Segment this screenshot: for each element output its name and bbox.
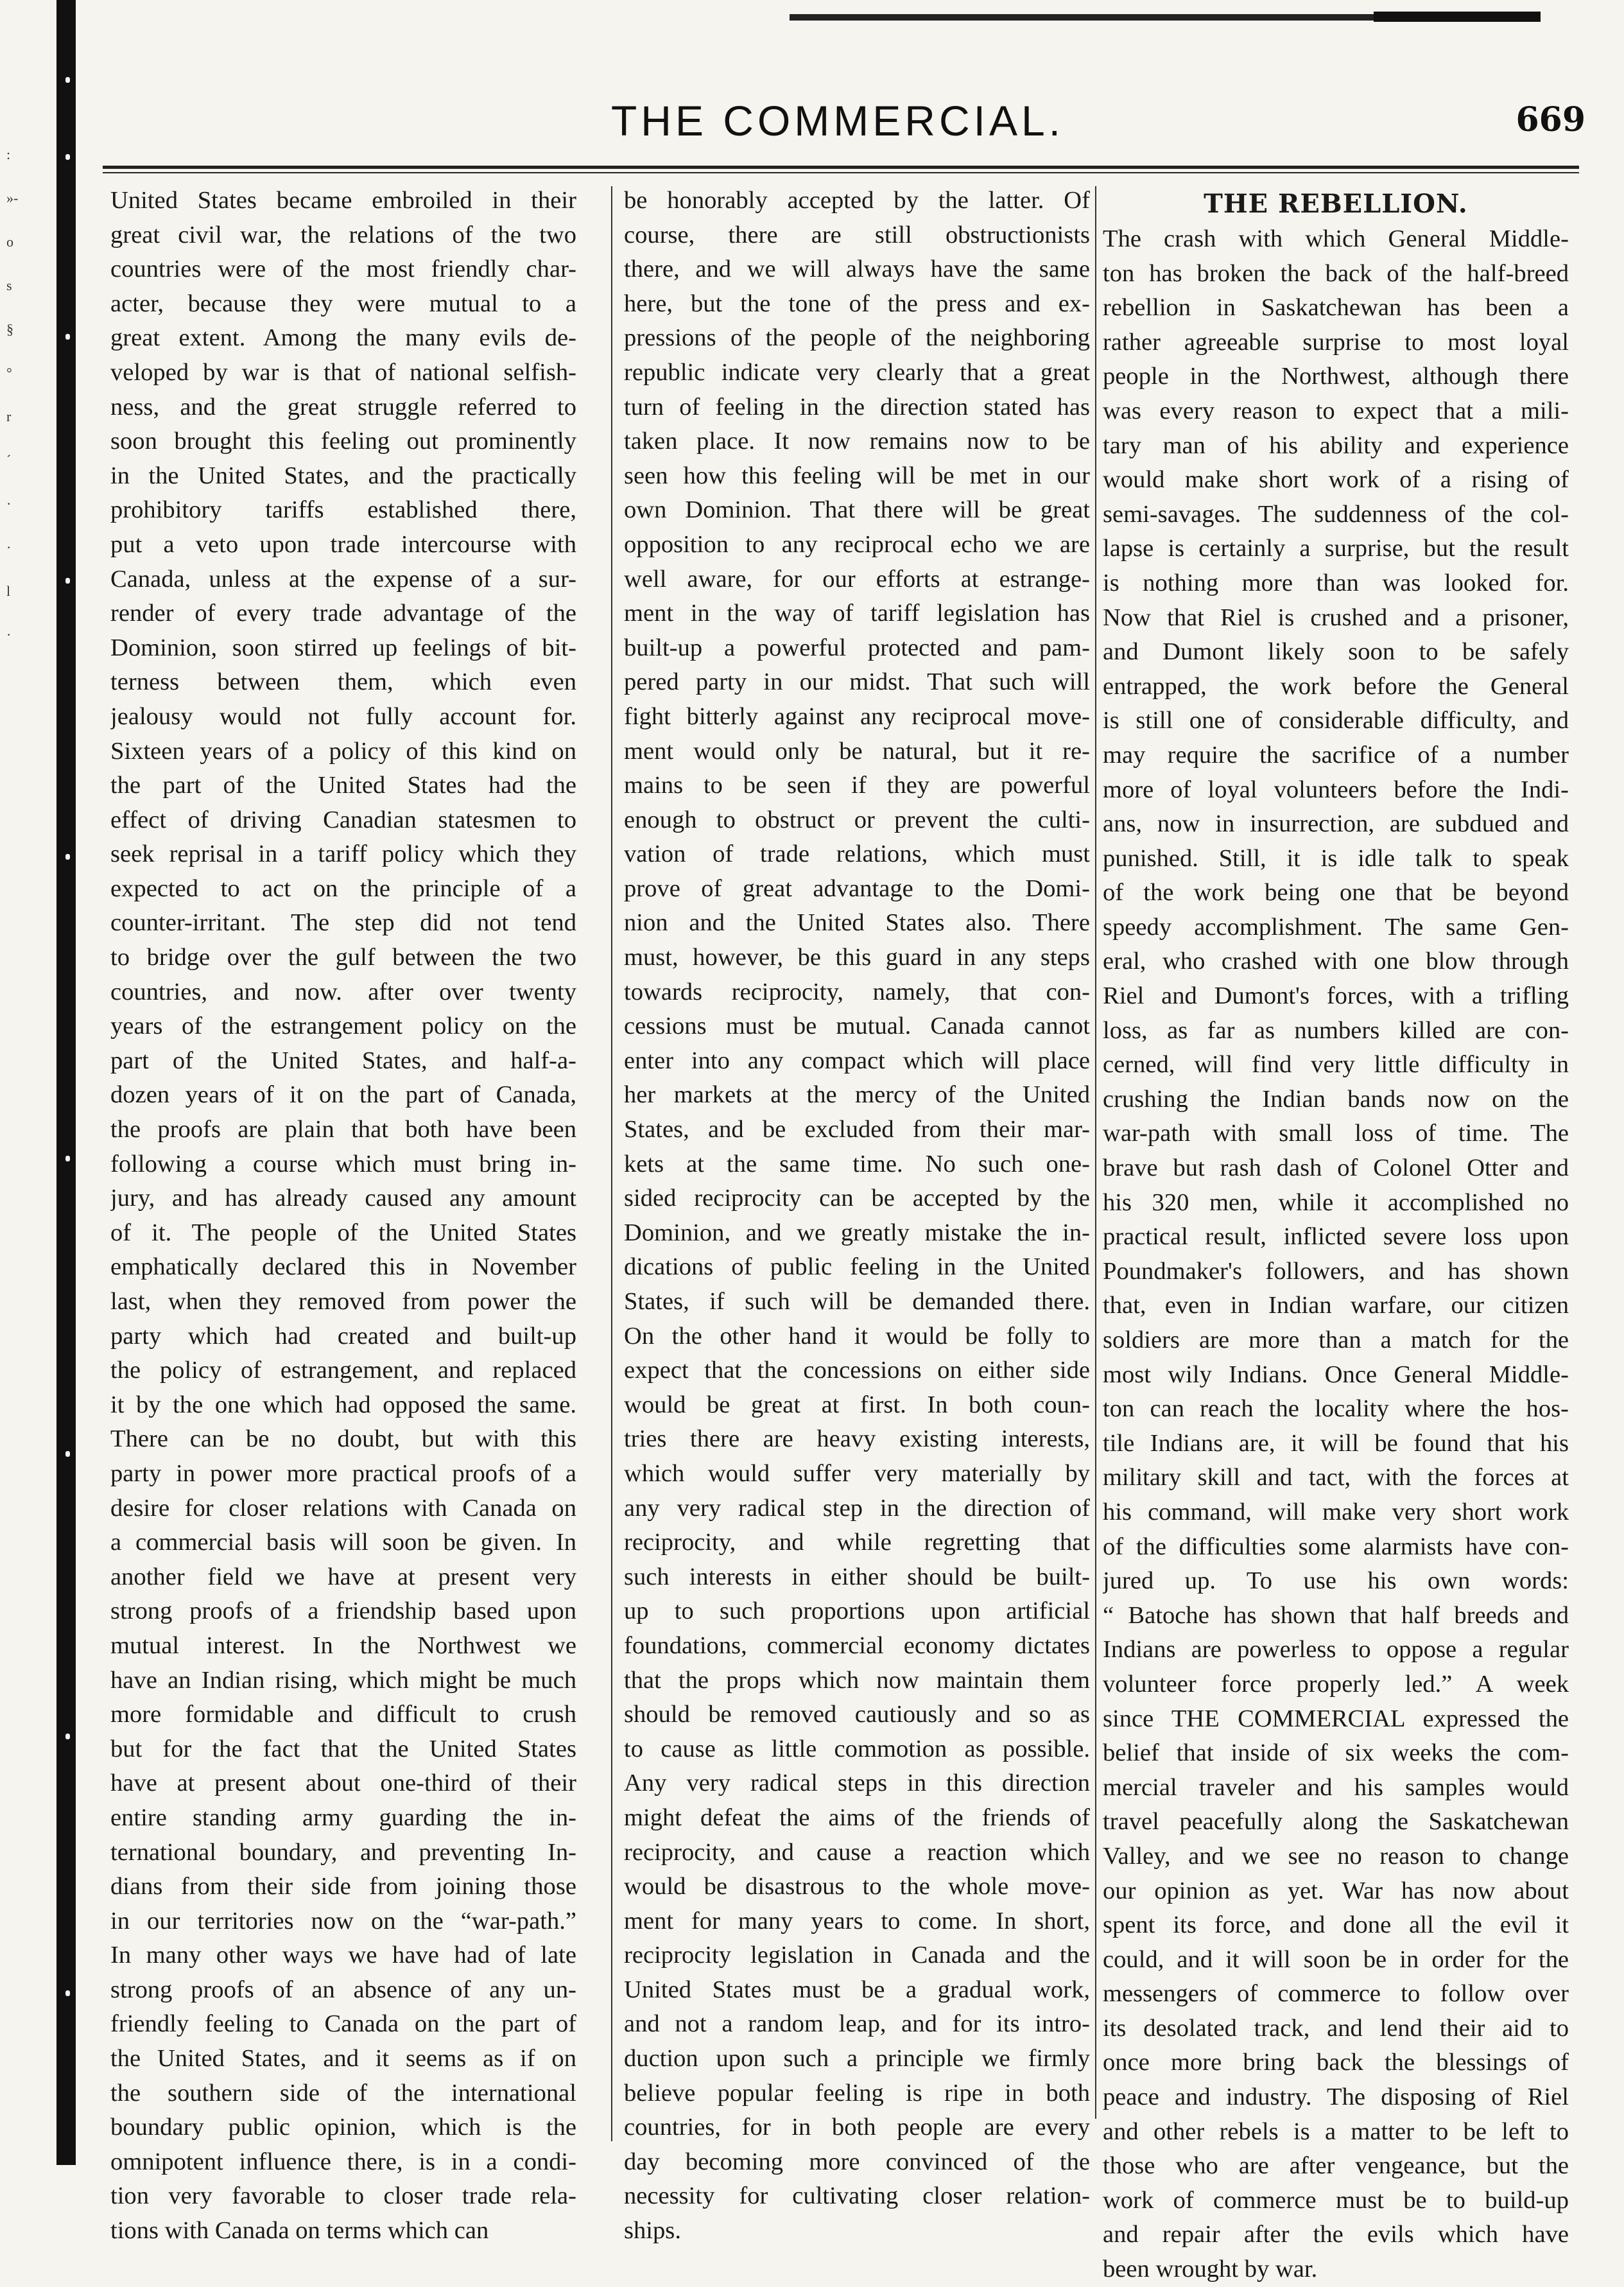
text-line: travel peacefully along the Saskatchewan [1103, 1808, 1569, 1836]
page-number: 669 [1516, 100, 1585, 139]
text-line: dications of public feeling in the United [624, 1253, 1090, 1281]
text-line: counter-irritant. The step did not tend [110, 909, 576, 937]
column-divider-1 [611, 186, 612, 2141]
text-line: cerned, will find very little difficulty in [1103, 1051, 1569, 1079]
text-line: her markets at the mercy of the United [624, 1081, 1090, 1109]
text-line: eral, who crashed with one blow through [1103, 948, 1569, 975]
text-line: seen how this feeling will be met in our [624, 462, 1090, 489]
scan-speck [65, 1990, 70, 1996]
text-line: seek reprisal in a tariff policy which they [110, 840, 576, 868]
text-line: entrapped, the work before the General [1103, 672, 1569, 700]
text-line: Now that Riel is crushed and a prisoner, [1103, 604, 1569, 631]
text-line: foundations, commercial economy dictates [624, 1631, 1090, 1659]
text-line: of the difficulties some alarmists have con- [1103, 1533, 1569, 1560]
text-line: taken place. It now remains now to be [624, 428, 1090, 455]
text-line: friendly feeling to Canada on the part of [110, 2010, 576, 2038]
text-line: United States must be a gradual work, [624, 1976, 1090, 2003]
margin-mark: ´ [6, 452, 12, 468]
top-print-edge-heavy [1374, 12, 1541, 22]
text-line: of the work being one that be beyond [1103, 879, 1569, 907]
text-line: republic indicate very clearly that a great [624, 358, 1090, 386]
text-line: any very radical step in the direction of [624, 1494, 1090, 1522]
text-line: Dominion, soon stirred up feelings of bit- [110, 634, 576, 661]
text-line: been wrought by war. [1103, 2256, 1318, 2283]
text-line: must, however, be this guard in any steps [624, 944, 1090, 971]
text-line: practical result, inflicted severe loss upon [1103, 1223, 1569, 1251]
text-line: believe popular feeling is ripe in both [624, 2079, 1090, 2107]
text-line: prove of great advantage to the Domi- [624, 874, 1090, 902]
text-line: emphatically declared this in November [110, 1253, 576, 1281]
text-line: tries there are heavy existing interests, [624, 1425, 1090, 1453]
text-line: ment would only be natural, but it re- [624, 737, 1090, 765]
text-line: since THE COMMERCIAL expressed the [1103, 1705, 1569, 1732]
text-line: people in the Northwest, although there [1103, 363, 1569, 390]
text-line: opposition to any reciprocal echo we are [624, 530, 1090, 558]
masthead-title: THE COMMERCIAL. [610, 97, 1065, 144]
text-line: the part of the United States had the [110, 772, 576, 799]
text-line: sided reciprocity can be accepted by the [624, 1185, 1090, 1212]
text-line: ternational boundary, and preventing In- [110, 1838, 576, 1866]
text-line: that the props which now maintain them [624, 1666, 1090, 1694]
text-line: course, there are still obstructionists [624, 221, 1090, 248]
text-line: once more bring back the blessings of [1103, 2049, 1569, 2076]
margin-mark: · [6, 496, 12, 512]
text-line: of it. The people of the United States [110, 1219, 576, 1246]
text-line: was every reason to expect that a mili- [1103, 397, 1569, 424]
text-line: great civil war, the relations of the two [110, 221, 576, 248]
text-line: United States became embroiled in their [110, 187, 576, 214]
text-line: jury, and has already caused any amount [110, 1185, 576, 1212]
text-line: last, when they removed from power the [110, 1288, 576, 1315]
text-line: be honorably accepted by the latter. Of [624, 187, 1090, 214]
text-line: pressions of the people of the neighboring [624, 324, 1090, 352]
text-line: built-up a powerful protected and pam- [624, 634, 1090, 661]
text-line: those who are after vengeance, but the [1103, 2152, 1569, 2180]
text-line: strong proofs of an absence of any un- [110, 1976, 576, 2003]
text-line: Any very radical steps in this direction [624, 1770, 1090, 1797]
text-line: omnipotent influence there, is in a condi- [110, 2148, 576, 2175]
text-line: Indians are powerless to oppose a regular [1103, 1636, 1569, 1664]
text-line: and repair after the evils which have [1103, 2221, 1569, 2248]
text-line: soldiers are more than a match for the [1103, 1326, 1569, 1353]
text-line: messengers of commerce to follow over [1103, 1980, 1569, 2008]
text-line: military skill and tact, with the forces at [1103, 1464, 1569, 1491]
text-line: the policy of estrangement, and replaced [110, 1357, 576, 1384]
scan-speck [65, 334, 70, 340]
margin-mark: · [6, 627, 12, 643]
text-line: more of loyal volunteers before the Indi- [1103, 776, 1569, 803]
scan-speck [65, 1734, 70, 1739]
text-line: the proofs are plain that both have been [110, 1116, 576, 1144]
text-line: effect of driving Canadian statesmen to [110, 806, 576, 833]
text-line: countries, for in both people are every [624, 2114, 1090, 2141]
text-line: would be disastrous to the whole move- [624, 1873, 1090, 1900]
text-line: another field we have at present very [110, 1563, 576, 1590]
text-line: expect that the concessions on either side [624, 1357, 1090, 1384]
text-line: have an Indian rising, which might be much [110, 1666, 576, 1694]
text-line: well aware, for our efforts at estrange- [624, 565, 1090, 593]
text-line: ships. [624, 2217, 681, 2245]
header-rule-thick [103, 166, 1579, 169]
text-line: pered party in our midst. That such will [624, 668, 1090, 696]
margin-mark: · [6, 539, 12, 555]
text-line: entire standing army guarding the in- [110, 1804, 576, 1831]
text-line: speedy accomplishment. The same Gen- [1103, 913, 1569, 941]
text-line: ton has broken the back of the half-breed [1103, 259, 1569, 287]
text-line: following a course which must bring in- [110, 1150, 576, 1178]
text-line: fight bitterly against any reciprocal move- [624, 702, 1090, 730]
text-line: is still one of considerable difficulty, and [1103, 707, 1569, 735]
text-line: turn of feeling in the direction stated has [624, 393, 1090, 421]
text-line: terness between them, which even [110, 668, 576, 696]
text-line: spent its force, and done all the evil it [1103, 1911, 1569, 1939]
text-line: mains to be seen if they are powerful [624, 772, 1090, 799]
text-line: belief that inside of six weeks the com- [1103, 1739, 1569, 1767]
text-line: lapse is certainly a surprise, but the result [1103, 535, 1569, 562]
text-line: strong proofs of a friendship based upon [110, 1597, 576, 1625]
text-line: and Dumont likely soon to be safely [1103, 638, 1569, 666]
scan-speck [65, 1451, 70, 1457]
text-line: dozen years of it on the part of Canada, [110, 1081, 576, 1109]
text-line: render of every trade advantage of the [110, 600, 576, 627]
scan-speck [65, 154, 70, 160]
text-line: tion very favorable to closer trade rela- [110, 2182, 576, 2210]
masthead [90, 96, 1585, 167]
text-line: prohibitory tariffs established there, [110, 496, 576, 524]
text-line: its desolated track, and lend their aid to [1103, 2014, 1569, 2042]
text-line: jured up. To use his own words: [1103, 1567, 1569, 1595]
text-line: crushing the Indian bands now on the [1103, 1085, 1569, 1113]
text-line: a commercial basis will soon be given. In [110, 1529, 576, 1556]
scan-speck [65, 578, 70, 584]
text-line: tions with Canada on terms which can [110, 2217, 489, 2245]
margin-mark: : [6, 146, 11, 162]
text-line: put a veto upon trade intercourse with [110, 530, 576, 558]
margin-mark: ° [6, 365, 12, 381]
text-line: and other rebels is a matter to be left to [1103, 2117, 1569, 2145]
text-line: dians from their side from joining those [110, 1873, 576, 1900]
text-line: and not a random leap, and for its intro- [624, 2010, 1090, 2038]
text-line: ness, and the great struggle referred to [110, 393, 576, 421]
text-line: necessity for cultivating closer relation- [624, 2182, 1090, 2210]
text-line: day becoming more convinced of the [624, 2148, 1090, 2175]
scan-speck [65, 1156, 70, 1161]
text-line: acter, because they were mutual to a [110, 290, 576, 317]
margin-mark: § [6, 321, 13, 337]
text-line: ment for many years to come. In short, [624, 1907, 1090, 1935]
text-line: his command, will make very short work [1103, 1498, 1569, 1526]
text-line: should be removed cautiously and so as [624, 1701, 1090, 1728]
header-rule-thin [103, 172, 1579, 173]
article-column-3 [1103, 186, 1569, 2287]
section-heading-rebellion: THE REBELLION. [1204, 189, 1468, 219]
text-line: peace and industry. The disposing of Riel [1103, 2083, 1569, 2111]
text-line: Poundmaker's followers, and has shown [1103, 1257, 1569, 1285]
text-line: In many other ways we have had of late [110, 1942, 576, 1969]
article-column-1 [110, 184, 576, 2248]
text-line: tile Indians are, it will be found that his [1103, 1429, 1569, 1457]
text-line: Sixteen years of a policy of this kind on [110, 737, 576, 765]
text-line: would make short work of a rising of [1103, 466, 1569, 494]
text-line: great extent. Among the many evils de- [110, 324, 576, 352]
column-divider-2 [1095, 186, 1096, 2119]
text-line: countries, and now. after over twenty [110, 978, 576, 1005]
text-line: “ Batoche has shown that half breeds and [1103, 1601, 1569, 1629]
text-line: ans, now in insurrection, are subdued and [1103, 810, 1569, 838]
text-line: There can be no doubt, but with this [110, 1425, 576, 1453]
text-line: veloped by war is that of national selfish- [110, 358, 576, 386]
text-line: boundary public opinion, which is the [110, 2114, 576, 2141]
text-line: is nothing more than was looked for. [1103, 569, 1569, 596]
text-line: work of commerce must be to build-up [1103, 2186, 1569, 2214]
text-line: may require the sacrifice of a number [1103, 741, 1569, 769]
text-line: nion and the United States also. There [624, 909, 1090, 937]
text-line: Valley, and we see no reason to change [1103, 1842, 1569, 1870]
text-line: such interests in either should be built- [624, 1563, 1090, 1590]
margin-mark: r [6, 408, 12, 424]
text-line: years of the estrangement policy on the [110, 1013, 576, 1040]
text-line: could, and it will soon be in order for the [1103, 1945, 1569, 1973]
text-line: enough to obstruct or prevent the culti- [624, 806, 1090, 833]
text-line: part of the United States, and half-a- [110, 1047, 576, 1074]
text-line: rebellion in Saskatchewan has been a [1103, 294, 1569, 322]
text-line: have at present about one-third of their [110, 1770, 576, 1797]
text-line: soon brought this feeling out prominently [110, 428, 576, 455]
text-line: ton can reach the locality where the hos- [1103, 1395, 1569, 1423]
text-line: party which had created and built-up [110, 1322, 576, 1350]
text-line: expected to act on the principle of a [110, 874, 576, 902]
text-line: might defeat the aims of the friends of [624, 1804, 1090, 1831]
text-line: tary man of his ability and experience [1103, 431, 1569, 459]
text-line: Dominion, and we greatly mistake the in- [624, 1219, 1090, 1246]
text-line: kets at the same time. No such one- [624, 1150, 1090, 1178]
text-line: own Dominion. That there will be great [624, 496, 1090, 524]
text-line: The crash with which General Middle- [1103, 225, 1569, 252]
text-line: countries were of the most friendly char- [110, 256, 576, 283]
text-line: his 320 men, while it accomplished no [1103, 1188, 1569, 1216]
text-line: Riel and Dumont's forces, with a trifling [1103, 982, 1569, 1010]
text-line: enter into any compact which will place [624, 1047, 1090, 1074]
text-line: to cause as little commotion as possible. [624, 1735, 1090, 1762]
scan-speck [65, 854, 70, 860]
scan-speck [65, 77, 70, 83]
text-line: war-path with small loss of time. The [1103, 1120, 1569, 1147]
margin-mark: »- [6, 190, 19, 206]
text-line: the southern side of the international [110, 2079, 576, 2107]
text-line: brave but rash dash of Colonel Otter and [1103, 1154, 1569, 1182]
text-line: up to such proportions upon artificial [624, 1597, 1090, 1625]
margin-mark: s [6, 277, 12, 293]
text-line: in the United States, and the practically [110, 462, 576, 489]
text-line: rather agreeable surprise to most loyal [1103, 328, 1569, 356]
text-line: more formidable and difficult to crush [110, 1701, 576, 1728]
text-line: vation of trade relations, which must [624, 840, 1090, 868]
text-line: our opinion as yet. War has now about [1103, 1877, 1569, 1904]
text-line: States, and be excluded from their mar- [624, 1116, 1090, 1144]
text-line: which would suffer very materially by [624, 1459, 1090, 1487]
text-line: but for the fact that the United States [110, 1735, 576, 1762]
text-line: On the other hand it would be folly to [624, 1322, 1090, 1350]
text-line: jealousy would not fully account for. [110, 702, 576, 730]
text-line: reciprocity, and cause a reaction which [624, 1838, 1090, 1866]
text-line: there, and we will always have the same [624, 256, 1090, 283]
margin-mark: o [6, 234, 13, 250]
text-line: semi-savages. The suddenness of the col- [1103, 500, 1569, 528]
binding-gutter [56, 0, 76, 2165]
text-line: would be great at first. In both coun- [624, 1391, 1090, 1418]
text-line: to bridge over the gulf between the two [110, 944, 576, 971]
text-line: volunteer force properly led.” A week [1103, 1670, 1569, 1698]
text-line: towards reciprocity, namely, that con- [624, 978, 1090, 1005]
text-line: most wily Indians. Once General Middle- [1103, 1361, 1569, 1388]
text-line: it by the one which had opposed the same. [110, 1391, 576, 1418]
text-line: punished. Still, it is idle talk to speak [1103, 844, 1569, 872]
text-line: ment in the way of tariff legislation has [624, 600, 1090, 627]
text-line: duction upon such a principle we firmly [624, 2045, 1090, 2073]
text-line: that, even in Indian warfare, our citizen [1103, 1292, 1569, 1319]
text-line: mercial traveler and his samples would [1103, 1773, 1569, 1801]
text-line: desire for closer relations with Canada on [110, 1494, 576, 1522]
text-line: mutual interest. In the Northwest we [110, 1631, 576, 1659]
text-line: loss, as far as numbers killed are con- [1103, 1016, 1569, 1044]
text-line: the United States, and it seems as if on [110, 2045, 576, 2073]
margin-mark: l [6, 583, 11, 599]
text-line: party in power more practical proofs of a [110, 1459, 576, 1487]
text-line: in our territories now on the “war-path.” [110, 1907, 576, 1935]
text-line: cessions must be mutual. Canada cannot [624, 1013, 1090, 1040]
text-line: reciprocity, and while regretting that [624, 1529, 1090, 1556]
article-column-2 [624, 184, 1090, 2248]
text-line: States, if such will be demanded there. [624, 1288, 1090, 1315]
text-line: Canada, unless at the expense of a sur- [110, 565, 576, 593]
text-line: here, but the tone of the press and ex- [624, 290, 1090, 317]
text-line: reciprocity legislation in Canada and the [624, 1942, 1090, 1969]
